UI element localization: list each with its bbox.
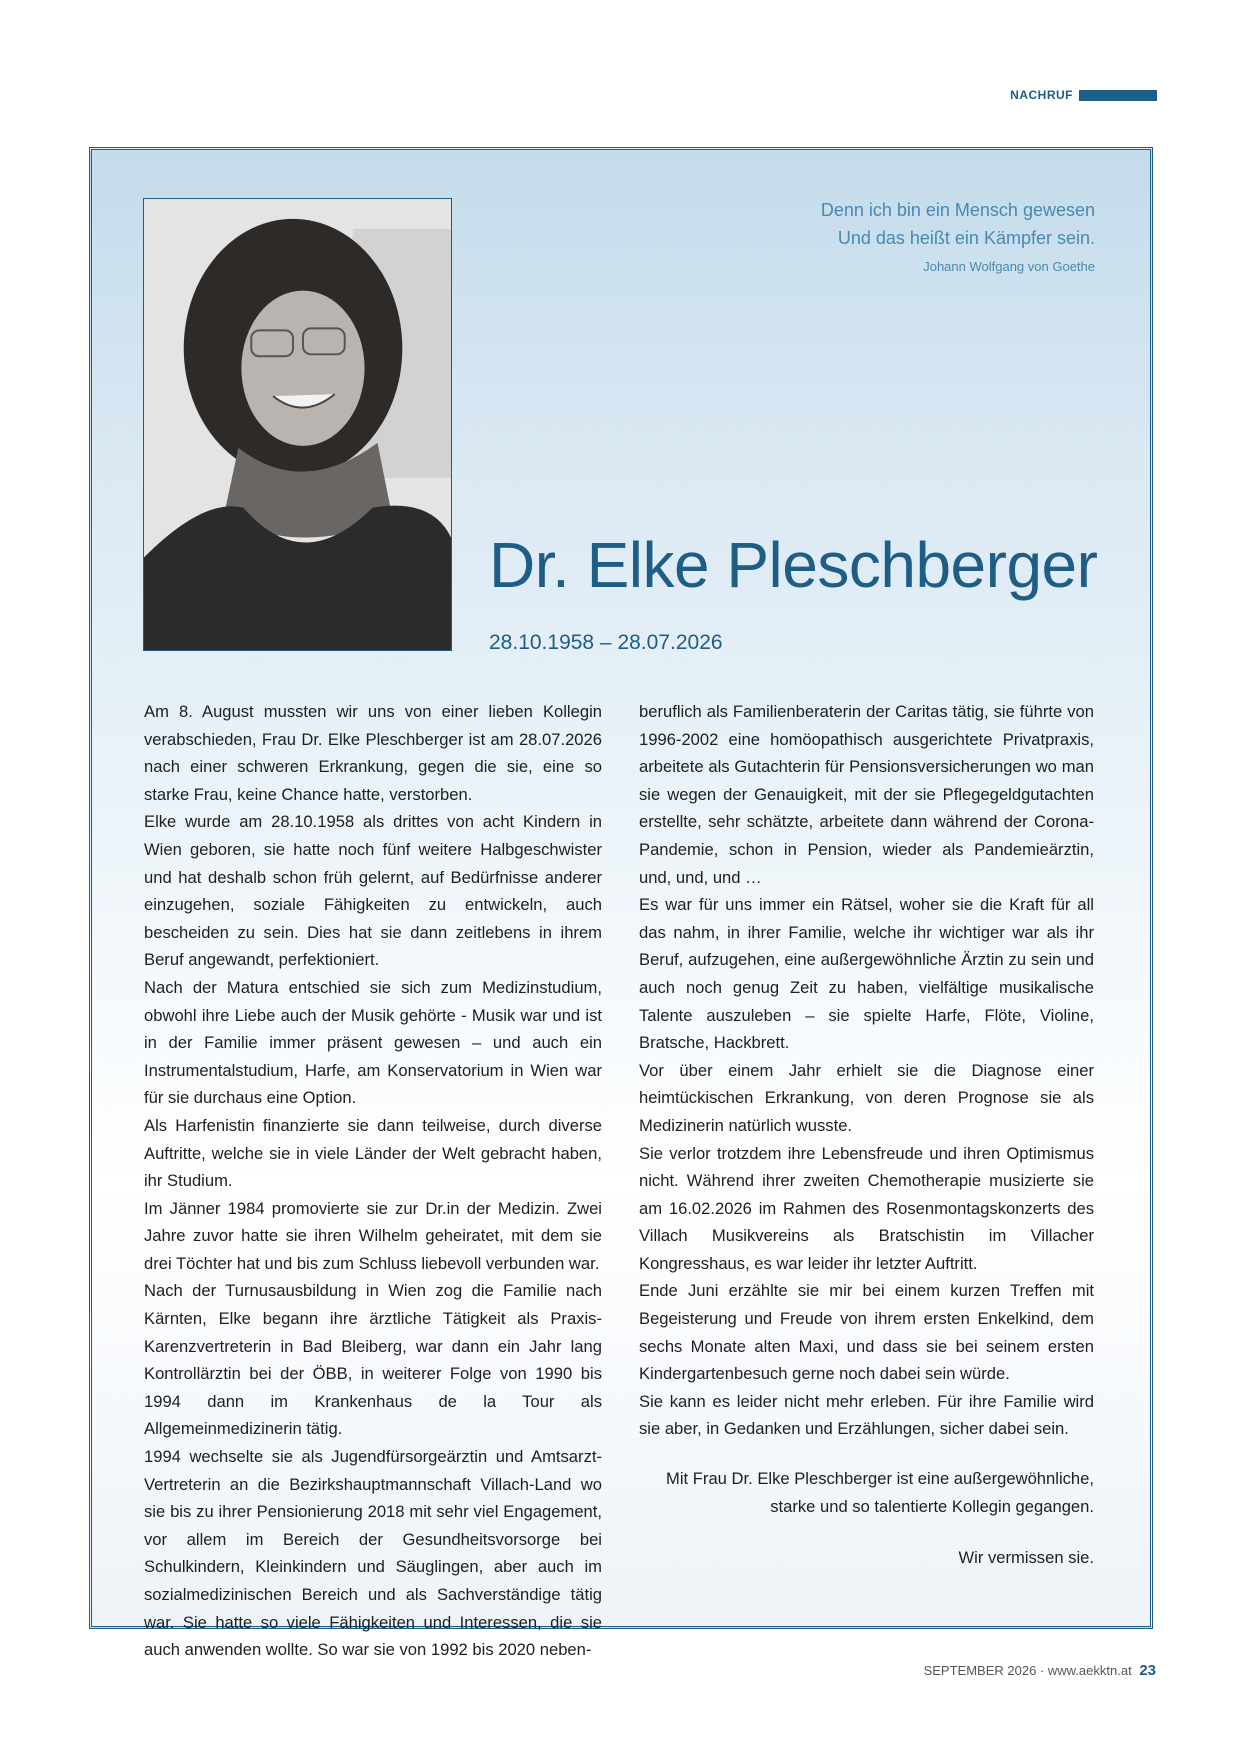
section-label (1010, 88, 1157, 102)
closing-final: Wir vermissen sie. (958, 1548, 1094, 1568)
paragraph: Vor über einem Jahr erhielt sie die Diagnose einer heimtückischen Erkrankung, von deren Prognose sie als Medizinerin natürlich wusste. (639, 1060, 1094, 1135)
person-dates: 28.10.1958 – 28.07.2026 (489, 631, 723, 654)
epigraph-author: Johann Wolfgang von Goethe (923, 259, 1095, 274)
paragraph: Sie kann es leider nicht mehr erleben. Für ihre Familie wird sie aber, in Gedanken und Erzählungen, sicher dabei sein. (639, 1391, 1094, 1439)
paragraph: Sie verlor trotzdem ihre Lebensfreude und ihren Optimismus nicht. Während ihrer zweiten Chemotherapie musizierte sie am 16.02.2026 im Rahmen des Rosenmontagskonzerts des Villach Musikvereins als Bratschistin im Villacher Kongresshaus, es war leider ihr letzter Auftritt. (639, 1143, 1094, 1273)
paragraph: beruflich als Familienberaterin der Caritas tätig, sie führte von 1996-2002 eine homöopathisch ausgerichtete Privatpraxis, arbeitete als Gutachterin für Pensionsversicherungen wo man sie wegen der Genauigkeit, mit der sie Pflegegeldgutachten erstellte, sehr schätzte, arbeitete dann während der Corona-Pandemie, schon in Pension, wieder als Pandemieärztin, und, und, und … (639, 702, 1094, 887)
paragraph: Als Harfenistin finanzierte sie dann teilweise, durch diverse Auftritte, welche sie in viele Länder der Welt gebracht haben, ihr Studium. (144, 1115, 602, 1191)
paragraph: Ende Juni erzählte sie mir bei einem kurzen Treffen mit Begeisterung und Freude von ihrem ersten Enkelkind, dem sechs Monate alten Maxi, und dass sie bei seinem ersten Kindergartenbesuch gerne noch dabei sein würde. (639, 1281, 1094, 1384)
footer-issue: SEPTEMBER 2026 · www.aekktn.at (923, 1663, 1132, 1678)
paragraph: Am 8. August mussten wir uns von einer lieben Kollegin verabschieden, Frau Dr. Elke Pleschberger ist am 28.07.2026 nach einer schweren Erkrankung, gegen die sie, eine so starke Frau, keine Chance hatte, verstorben. (144, 702, 602, 804)
paragraph: Im Jänner 1984 promovierte sie zur Dr.in der Medizin. Zwei Jahre zuvor hatte sie ihren Wilhelm geheiratet, mit dem sie drei Töchter hat und bis zum Schluss liebevoll verbunden war. (144, 1198, 602, 1273)
section-label-bar (1079, 90, 1157, 101)
body-column-right (639, 698, 1094, 1572)
epigraph (821, 196, 1095, 276)
portrait-photo (143, 198, 452, 651)
person-name: Dr. Elke Pleschberger (489, 529, 1098, 601)
page-footer (924, 1662, 1156, 1679)
paragraph: 1994 wechselte sie als Jugendfürsorgeärztin und Amtsarzt-Vertreterin an die Bezirkshauptmannschaft Villach-Land wo sie bis zu ihrer Pensionierung 2018 mit sehr viel Engagement, vor allem im Bereich der Gesundheitsvorsorge bei Schulkindern, Kleinkindern und Säuglingen, aber auch im sozialmedizinischen Bereich und als Sachverständige tätig war. Sie hatte so viele Fähigkeiten und Interessen, die sie auch anwenden wollte. So war sie von 1992 bis 2020 neben- (144, 1447, 602, 1660)
paragraph: Nach der Turnusausbildung in Wien zog die Familie nach Kärnten, Elke begann ihre ärztliche Tätigkeit als Praxis-Karenzvertreterin in Bad Bleiberg, war dann ein Jahr lang Kontrollärztin bei der ÖBB, in weiterer Folge von 1990 bis 1994 dann im Krankenhaus de la Tour als Allgemeinmedizinerin tätig. (144, 1281, 602, 1439)
paragraph: Elke wurde am 28.10.1958 als drittes von acht Kindern in Wien geboren, sie hatte noch fünf weitere Halbgeschwister und hat deshalb schon früh gelernt, auf Bedürfnisse anderer einzugehen, soziale Fähigkeiten zu entwickeln, auch bescheiden zu sein. Dies hat sie dann zeitlebens in ihrem Beruf angewandt, perfektioniert. (144, 812, 602, 970)
epigraph-line-2: Und das heißt ein Kämpfer sein. (837, 228, 1095, 248)
section-label-text: NACHRUF (1010, 88, 1073, 102)
closing-statement (639, 1465, 1094, 1572)
epigraph-line-1: Denn ich bin ein Mensch gewesen (820, 200, 1095, 220)
page-number: 23 (1139, 1662, 1156, 1679)
body-column-left (144, 698, 602, 1664)
closing-line-1: Mit Frau Dr. Elke Pleschberger ist eine außergewöhnliche, (666, 1469, 1094, 1489)
paragraph: Es war für uns immer ein Rätsel, woher sie die Kraft für all das nahm, in ihrer Familie, welche ihr wichtiger war als ihr Beruf, aufzugehen, eine außergewöhnliche Ärztin zu sein und auch noch genug Zeit zu haben, vielfältige musikalische Talente auszuleben – sie spielte Harfe, Flöte, Violine, Bratsche, Hackbrett. (639, 895, 1094, 1053)
paragraph: Nach der Matura entschied sie sich zum Medizinstudium, obwohl ihre Liebe auch der Musik gehörte - Musik war und ist in der Familie immer präsent gewesen – und auch ein Instrumentalstudium, Harfe, am Konservatorium in Wien war für sie durchaus eine Option. (144, 977, 602, 1108)
closing-line-2: starke und so talentierte Kollegin gegangen. (770, 1496, 1094, 1516)
